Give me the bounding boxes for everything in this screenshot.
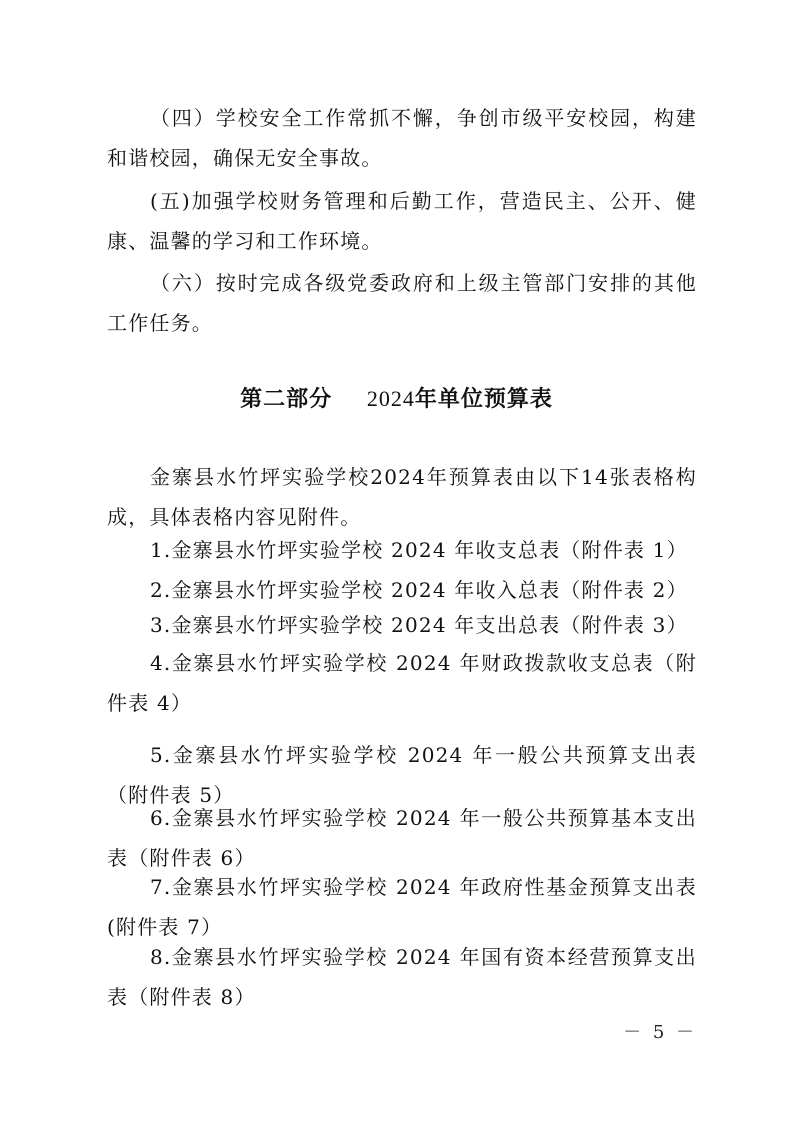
list-item-1: 1.金寨县水竹坪实验学校 2024 年收支总表（附件表 1） xyxy=(150,538,688,562)
page-number: － 5 － xyxy=(623,1022,697,1043)
list-item-4: 4.金寨县水竹坪实验学校 2024 年财政拨款收支总表（附件表 4） xyxy=(107,651,697,715)
paragraph-other-tasks: （六）按时完成各级党委政府和上级主管部门安排的其他工作任务。 xyxy=(107,271,697,335)
section-heading-prefix: 第二部分 xyxy=(240,387,333,412)
list-item-7: 7.金寨县水竹坪实验学校 2024 年政府性基金预算支出表(附件表 7） xyxy=(107,875,697,939)
paragraph-finance: (五)加强学校财务管理和后勤工作，营造民主、公开、健康、温馨的学习和工作环境。 xyxy=(107,189,697,253)
section-heading xyxy=(0,381,793,418)
list-item-6: 6.金寨县水竹坪实验学校 2024 年一般公共预算基本支出表（附件表 6） xyxy=(107,806,697,870)
section-heading-year: 2024 xyxy=(366,386,415,411)
list-item-3: 3.金寨县水竹坪实验学校 2024 年支出总表（附件表 3） xyxy=(150,613,688,637)
paragraph-intro: 金寨县水竹坪实验学校2024年预算表由以下14张表格构成，具体表格内容见附件。 xyxy=(107,465,697,529)
paragraph-safety: （四）学校安全工作常抓不懈，争创市级平安校园，构建和谐校园，确保无安全事故。 xyxy=(107,106,697,170)
list-item-2: 2.金寨县水竹坪实验学校 2024 年收入总表（附件表 2） xyxy=(150,578,688,602)
list-item-5: 5.金寨县水竹坪实验学校 2024 年一般公共预算支出表（附件表 5） xyxy=(107,743,697,807)
section-heading-suffix: 年单位预算表 xyxy=(414,387,553,412)
list-item-8: 8.金寨县水竹坪实验学校 2024 年国有资本经营预算支出表（附件表 8） xyxy=(107,945,697,1009)
